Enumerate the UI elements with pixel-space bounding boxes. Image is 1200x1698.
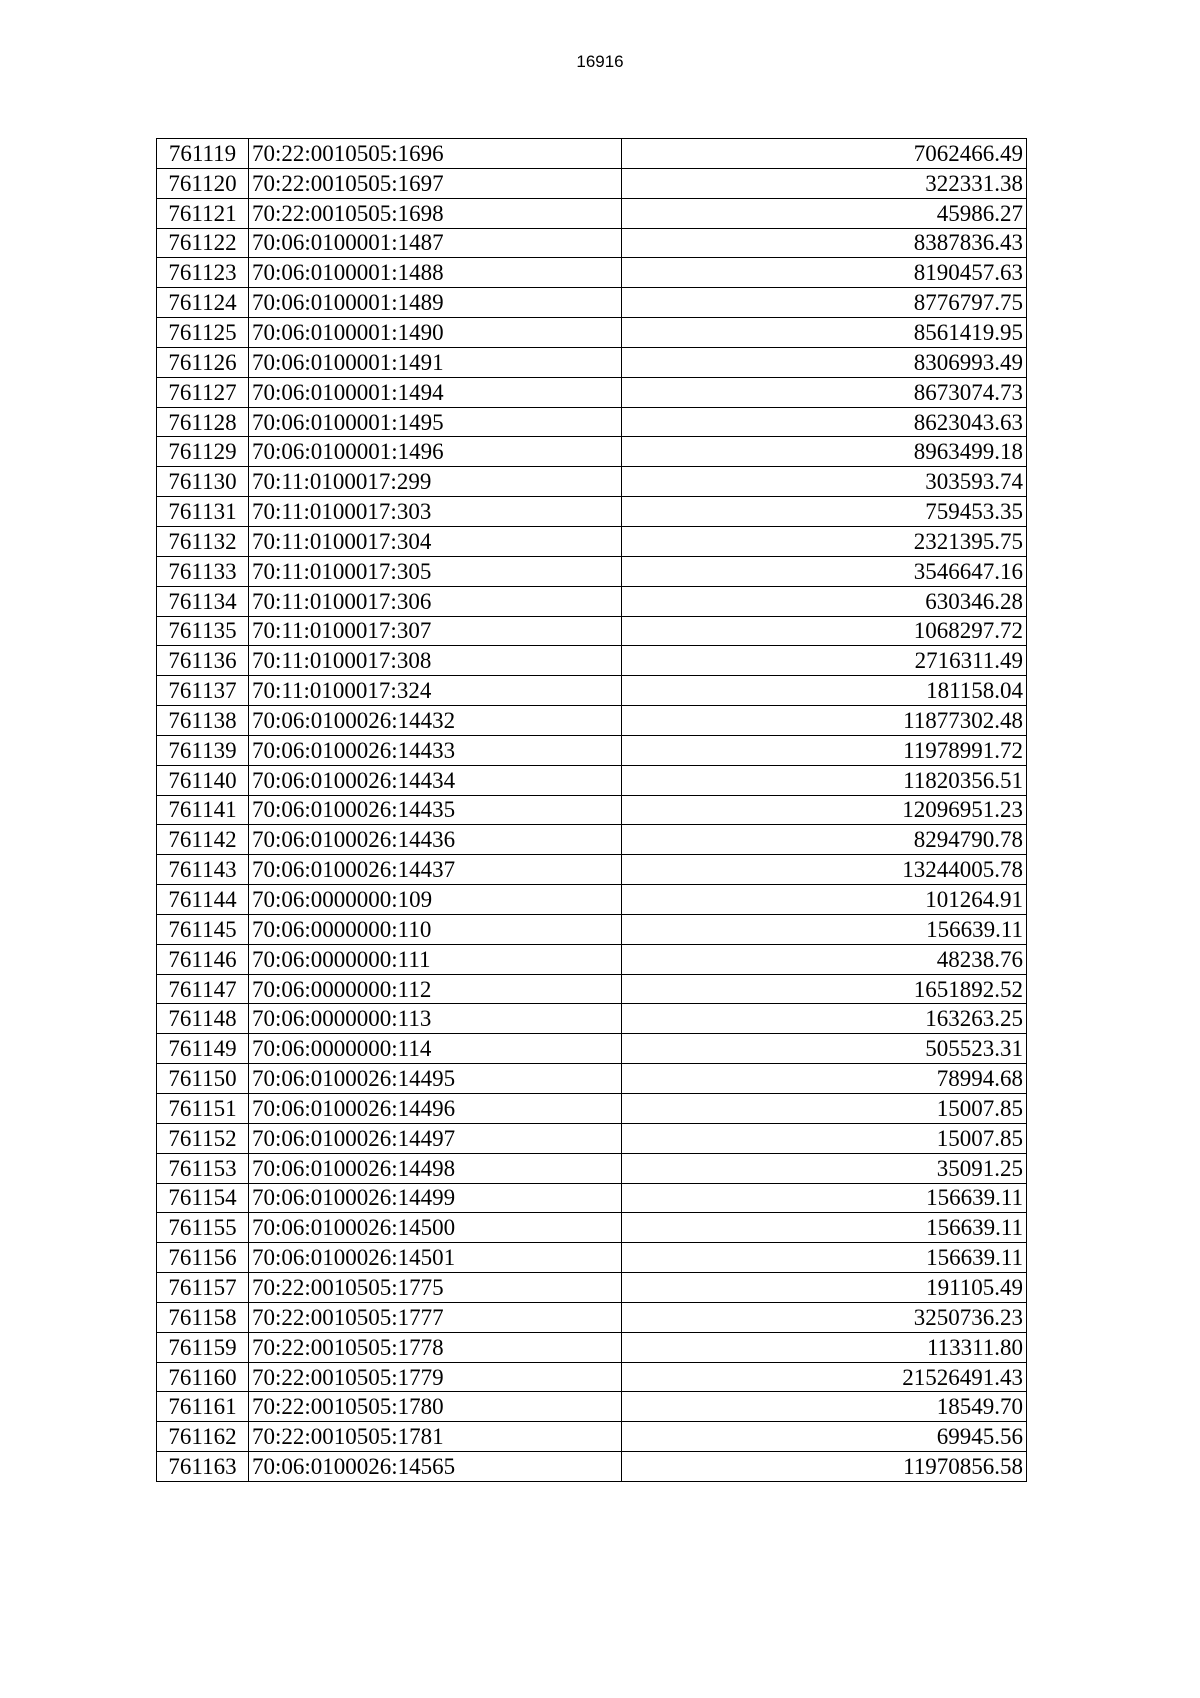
- cadastral-value-cell: 45986.27: [622, 198, 1027, 228]
- table-row: [157, 377, 1027, 407]
- cadastral-value-cell: 163263.25: [622, 1004, 1027, 1034]
- row-number-cell: 761160: [157, 1362, 249, 1392]
- cadastral-number-cell: 70:06:0100026:14497: [249, 1123, 622, 1153]
- cadastral-value-cell: 15007.85: [622, 1094, 1027, 1124]
- row-number-cell: 761123: [157, 258, 249, 288]
- row-number-cell: 761157: [157, 1273, 249, 1303]
- cadastral-value-table: [156, 138, 1027, 1482]
- cadastral-value-cell: 11970856.58: [622, 1452, 1027, 1482]
- row-number-cell: 761147: [157, 974, 249, 1004]
- row-number-cell: 761128: [157, 407, 249, 437]
- row-number-cell: 761150: [157, 1064, 249, 1094]
- row-number-cell: 761148: [157, 1004, 249, 1034]
- cadastral-value-cell: 3250736.23: [622, 1302, 1027, 1332]
- row-number-cell: 761162: [157, 1422, 249, 1452]
- cadastral-value-cell: 11877302.48: [622, 706, 1027, 736]
- cadastral-value-cell: 15007.85: [622, 1123, 1027, 1153]
- cadastral-value-cell: 156639.11: [622, 1213, 1027, 1243]
- cadastral-number-cell: 70:06:0100026:14436: [249, 825, 622, 855]
- table-row: [157, 288, 1027, 318]
- row-number-cell: 761142: [157, 825, 249, 855]
- cadastral-value-cell: 8294790.78: [622, 825, 1027, 855]
- table-row: [157, 1123, 1027, 1153]
- table-row: [157, 1004, 1027, 1034]
- table-row: [157, 706, 1027, 736]
- row-number-cell: 761120: [157, 168, 249, 198]
- row-number-cell: 761145: [157, 914, 249, 944]
- cadastral-value-cell: 759453.35: [622, 497, 1027, 527]
- table-row: [157, 646, 1027, 676]
- cadastral-value-cell: 3546647.16: [622, 556, 1027, 586]
- row-number-cell: 761126: [157, 347, 249, 377]
- table-row: [157, 676, 1027, 706]
- cadastral-number-cell: 70:11:0100017:299: [249, 467, 622, 497]
- cadastral-number-cell: 70:06:0100026:14565: [249, 1452, 622, 1482]
- row-number-cell: 761159: [157, 1332, 249, 1362]
- table-row: [157, 586, 1027, 616]
- row-number-cell: 761131: [157, 497, 249, 527]
- cadastral-number-cell: 70:06:0100026:14435: [249, 795, 622, 825]
- table-row: [157, 765, 1027, 795]
- cadastral-value-cell: 78994.68: [622, 1064, 1027, 1094]
- table-row: [157, 526, 1027, 556]
- cadastral-number-cell: 70:22:0010505:1780: [249, 1392, 622, 1422]
- cadastral-number-cell: 70:06:0100001:1496: [249, 437, 622, 467]
- cadastral-number-cell: 70:22:0010505:1777: [249, 1302, 622, 1332]
- table-row: [157, 1392, 1027, 1422]
- cadastral-number-cell: 70:06:0100001:1495: [249, 407, 622, 437]
- table-row: [157, 825, 1027, 855]
- cadastral-number-cell: 70:06:0100001:1487: [249, 228, 622, 258]
- cadastral-value-cell: 191105.49: [622, 1273, 1027, 1303]
- row-number-cell: 761149: [157, 1034, 249, 1064]
- cadastral-value-cell: 113311.80: [622, 1332, 1027, 1362]
- table-row: [157, 1273, 1027, 1303]
- cadastral-value-cell: 8623043.63: [622, 407, 1027, 437]
- row-number-cell: 761130: [157, 467, 249, 497]
- row-number-cell: 761137: [157, 676, 249, 706]
- cadastral-number-cell: 70:06:0100026:14499: [249, 1183, 622, 1213]
- table-row: [157, 497, 1027, 527]
- table-row: [157, 616, 1027, 646]
- row-number-cell: 761139: [157, 735, 249, 765]
- row-number-cell: 761136: [157, 646, 249, 676]
- row-number-cell: 761124: [157, 288, 249, 318]
- table-row: [157, 318, 1027, 348]
- cadastral-number-cell: 70:06:0100001:1494: [249, 377, 622, 407]
- row-number-cell: 761152: [157, 1123, 249, 1153]
- cadastral-value-cell: 2716311.49: [622, 646, 1027, 676]
- cadastral-value-cell: 156639.11: [622, 1183, 1027, 1213]
- row-number-cell: 761144: [157, 885, 249, 915]
- cadastral-value-cell: 8776797.75: [622, 288, 1027, 318]
- table-row: [157, 1094, 1027, 1124]
- cadastral-value-cell: 13244005.78: [622, 855, 1027, 885]
- row-number-cell: 761121: [157, 198, 249, 228]
- cadastral-number-cell: 70:22:0010505:1775: [249, 1273, 622, 1303]
- cadastral-value-cell: 69945.56: [622, 1422, 1027, 1452]
- row-number-cell: 761151: [157, 1094, 249, 1124]
- cadastral-value-cell: 18549.70: [622, 1392, 1027, 1422]
- cadastral-number-cell: 70:11:0100017:304: [249, 526, 622, 556]
- table-row: [157, 735, 1027, 765]
- cadastral-value-cell: 35091.25: [622, 1153, 1027, 1183]
- cadastral-value-cell: 8190457.63: [622, 258, 1027, 288]
- table-row: [157, 228, 1027, 258]
- row-number-cell: 761135: [157, 616, 249, 646]
- row-number-cell: 761163: [157, 1452, 249, 1482]
- cadastral-value-cell: 21526491.43: [622, 1362, 1027, 1392]
- cadastral-number-cell: 70:06:0100026:14495: [249, 1064, 622, 1094]
- cadastral-number-cell: 70:06:0000000:112: [249, 974, 622, 1004]
- cadastral-value-cell: 11820356.51: [622, 765, 1027, 795]
- table-row: [157, 1332, 1027, 1362]
- row-number-cell: 761140: [157, 765, 249, 795]
- row-number-cell: 761127: [157, 377, 249, 407]
- cadastral-number-cell: 70:11:0100017:307: [249, 616, 622, 646]
- cadastral-number-cell: 70:22:0010505:1781: [249, 1422, 622, 1452]
- cadastral-value-cell: 2321395.75: [622, 526, 1027, 556]
- cadastral-number-cell: 70:11:0100017:306: [249, 586, 622, 616]
- table-row: [157, 1243, 1027, 1273]
- row-number-cell: 761119: [157, 139, 249, 169]
- cadastral-number-cell: 70:06:0100001:1490: [249, 318, 622, 348]
- cadastral-value-cell: 181158.04: [622, 676, 1027, 706]
- cadastral-number-cell: 70:06:0000000:109: [249, 885, 622, 915]
- cadastral-number-cell: 70:06:0000000:113: [249, 1004, 622, 1034]
- table-row: [157, 1213, 1027, 1243]
- table-row: [157, 1153, 1027, 1183]
- cadastral-number-cell: 70:06:0100026:14434: [249, 765, 622, 795]
- cadastral-number-cell: 70:06:0100026:14433: [249, 735, 622, 765]
- cadastral-value-cell: 156639.11: [622, 914, 1027, 944]
- table-row: [157, 407, 1027, 437]
- table-row: [157, 1452, 1027, 1482]
- cadastral-value-cell: 12096951.23: [622, 795, 1027, 825]
- table-row: [157, 467, 1027, 497]
- cadastral-value-cell: 8561419.95: [622, 318, 1027, 348]
- cadastral-value-cell: 1068297.72: [622, 616, 1027, 646]
- cadastral-number-cell: 70:06:0000000:114: [249, 1034, 622, 1064]
- cadastral-number-cell: 70:06:0100001:1491: [249, 347, 622, 377]
- cadastral-value-cell: 1651892.52: [622, 974, 1027, 1004]
- table-row: [157, 347, 1027, 377]
- table-row: [157, 198, 1027, 228]
- row-number-cell: 761132: [157, 526, 249, 556]
- table-row: [157, 914, 1027, 944]
- table-body: [157, 139, 1027, 1482]
- cadastral-number-cell: 70:06:0100026:14498: [249, 1153, 622, 1183]
- cadastral-number-cell: 70:22:0010505:1778: [249, 1332, 622, 1362]
- cadastral-value-cell: 7062466.49: [622, 139, 1027, 169]
- cadastral-number-cell: 70:22:0010505:1698: [249, 198, 622, 228]
- cadastral-value-cell: 8963499.18: [622, 437, 1027, 467]
- cadastral-number-cell: 70:22:0010505:1696: [249, 139, 622, 169]
- table-row: [157, 974, 1027, 1004]
- table-row: [157, 795, 1027, 825]
- row-number-cell: 761129: [157, 437, 249, 467]
- row-number-cell: 761133: [157, 556, 249, 586]
- row-number-cell: 761154: [157, 1183, 249, 1213]
- row-number-cell: 761156: [157, 1243, 249, 1273]
- cadastral-number-cell: 70:06:0000000:110: [249, 914, 622, 944]
- cadastral-number-cell: 70:06:0100001:1488: [249, 258, 622, 288]
- table-row: [157, 139, 1027, 169]
- cadastral-number-cell: 70:11:0100017:308: [249, 646, 622, 676]
- row-number-cell: 761161: [157, 1392, 249, 1422]
- cadastral-value-cell: 11978991.72: [622, 735, 1027, 765]
- row-number-cell: 761146: [157, 944, 249, 974]
- cadastral-value-cell: 8673074.73: [622, 377, 1027, 407]
- cadastral-number-cell: 70:22:0010505:1697: [249, 168, 622, 198]
- cadastral-value-cell: 322331.38: [622, 168, 1027, 198]
- row-number-cell: 761153: [157, 1153, 249, 1183]
- cadastral-value-cell: 303593.74: [622, 467, 1027, 497]
- cadastral-number-cell: 70:06:0100026:14500: [249, 1213, 622, 1243]
- cadastral-number-cell: 70:06:0100026:14432: [249, 706, 622, 736]
- row-number-cell: 761134: [157, 586, 249, 616]
- table-row: [157, 1034, 1027, 1064]
- table-row: [157, 1302, 1027, 1332]
- cadastral-value-cell: 630346.28: [622, 586, 1027, 616]
- cadastral-value-cell: 8387836.43: [622, 228, 1027, 258]
- table-row: [157, 1183, 1027, 1213]
- table-row: [157, 1064, 1027, 1094]
- cadastral-number-cell: 70:06:0100001:1489: [249, 288, 622, 318]
- cadastral-value-cell: 505523.31: [622, 1034, 1027, 1064]
- row-number-cell: 761158: [157, 1302, 249, 1332]
- cadastral-number-cell: 70:06:0100026:14496: [249, 1094, 622, 1124]
- cadastral-number-cell: 70:06:0000000:111: [249, 944, 622, 974]
- row-number-cell: 761125: [157, 318, 249, 348]
- cadastral-number-cell: 70:11:0100017:303: [249, 497, 622, 527]
- row-number-cell: 761155: [157, 1213, 249, 1243]
- table-row: [157, 944, 1027, 974]
- cadastral-number-cell: 70:11:0100017:305: [249, 556, 622, 586]
- table-row: [157, 855, 1027, 885]
- table-row: [157, 168, 1027, 198]
- row-number-cell: 761141: [157, 795, 249, 825]
- table-row: [157, 258, 1027, 288]
- cadastral-value-cell: 156639.11: [622, 1243, 1027, 1273]
- table-row: [157, 1422, 1027, 1452]
- table-row: [157, 1362, 1027, 1392]
- cadastral-value-cell: 8306993.49: [622, 347, 1027, 377]
- table-row: [157, 437, 1027, 467]
- cadastral-number-cell: 70:06:0100026:14501: [249, 1243, 622, 1273]
- row-number-cell: 761143: [157, 855, 249, 885]
- cadastral-value-cell: 101264.91: [622, 885, 1027, 915]
- cadastral-number-cell: 70:06:0100026:14437: [249, 855, 622, 885]
- cadastral-number-cell: 70:11:0100017:324: [249, 676, 622, 706]
- table-row: [157, 885, 1027, 915]
- row-number-cell: 761138: [157, 706, 249, 736]
- table-row: [157, 556, 1027, 586]
- page-number: 16916: [576, 52, 624, 71]
- row-number-cell: 761122: [157, 228, 249, 258]
- cadastral-number-cell: 70:22:0010505:1779: [249, 1362, 622, 1392]
- cadastral-value-cell: 48238.76: [622, 944, 1027, 974]
